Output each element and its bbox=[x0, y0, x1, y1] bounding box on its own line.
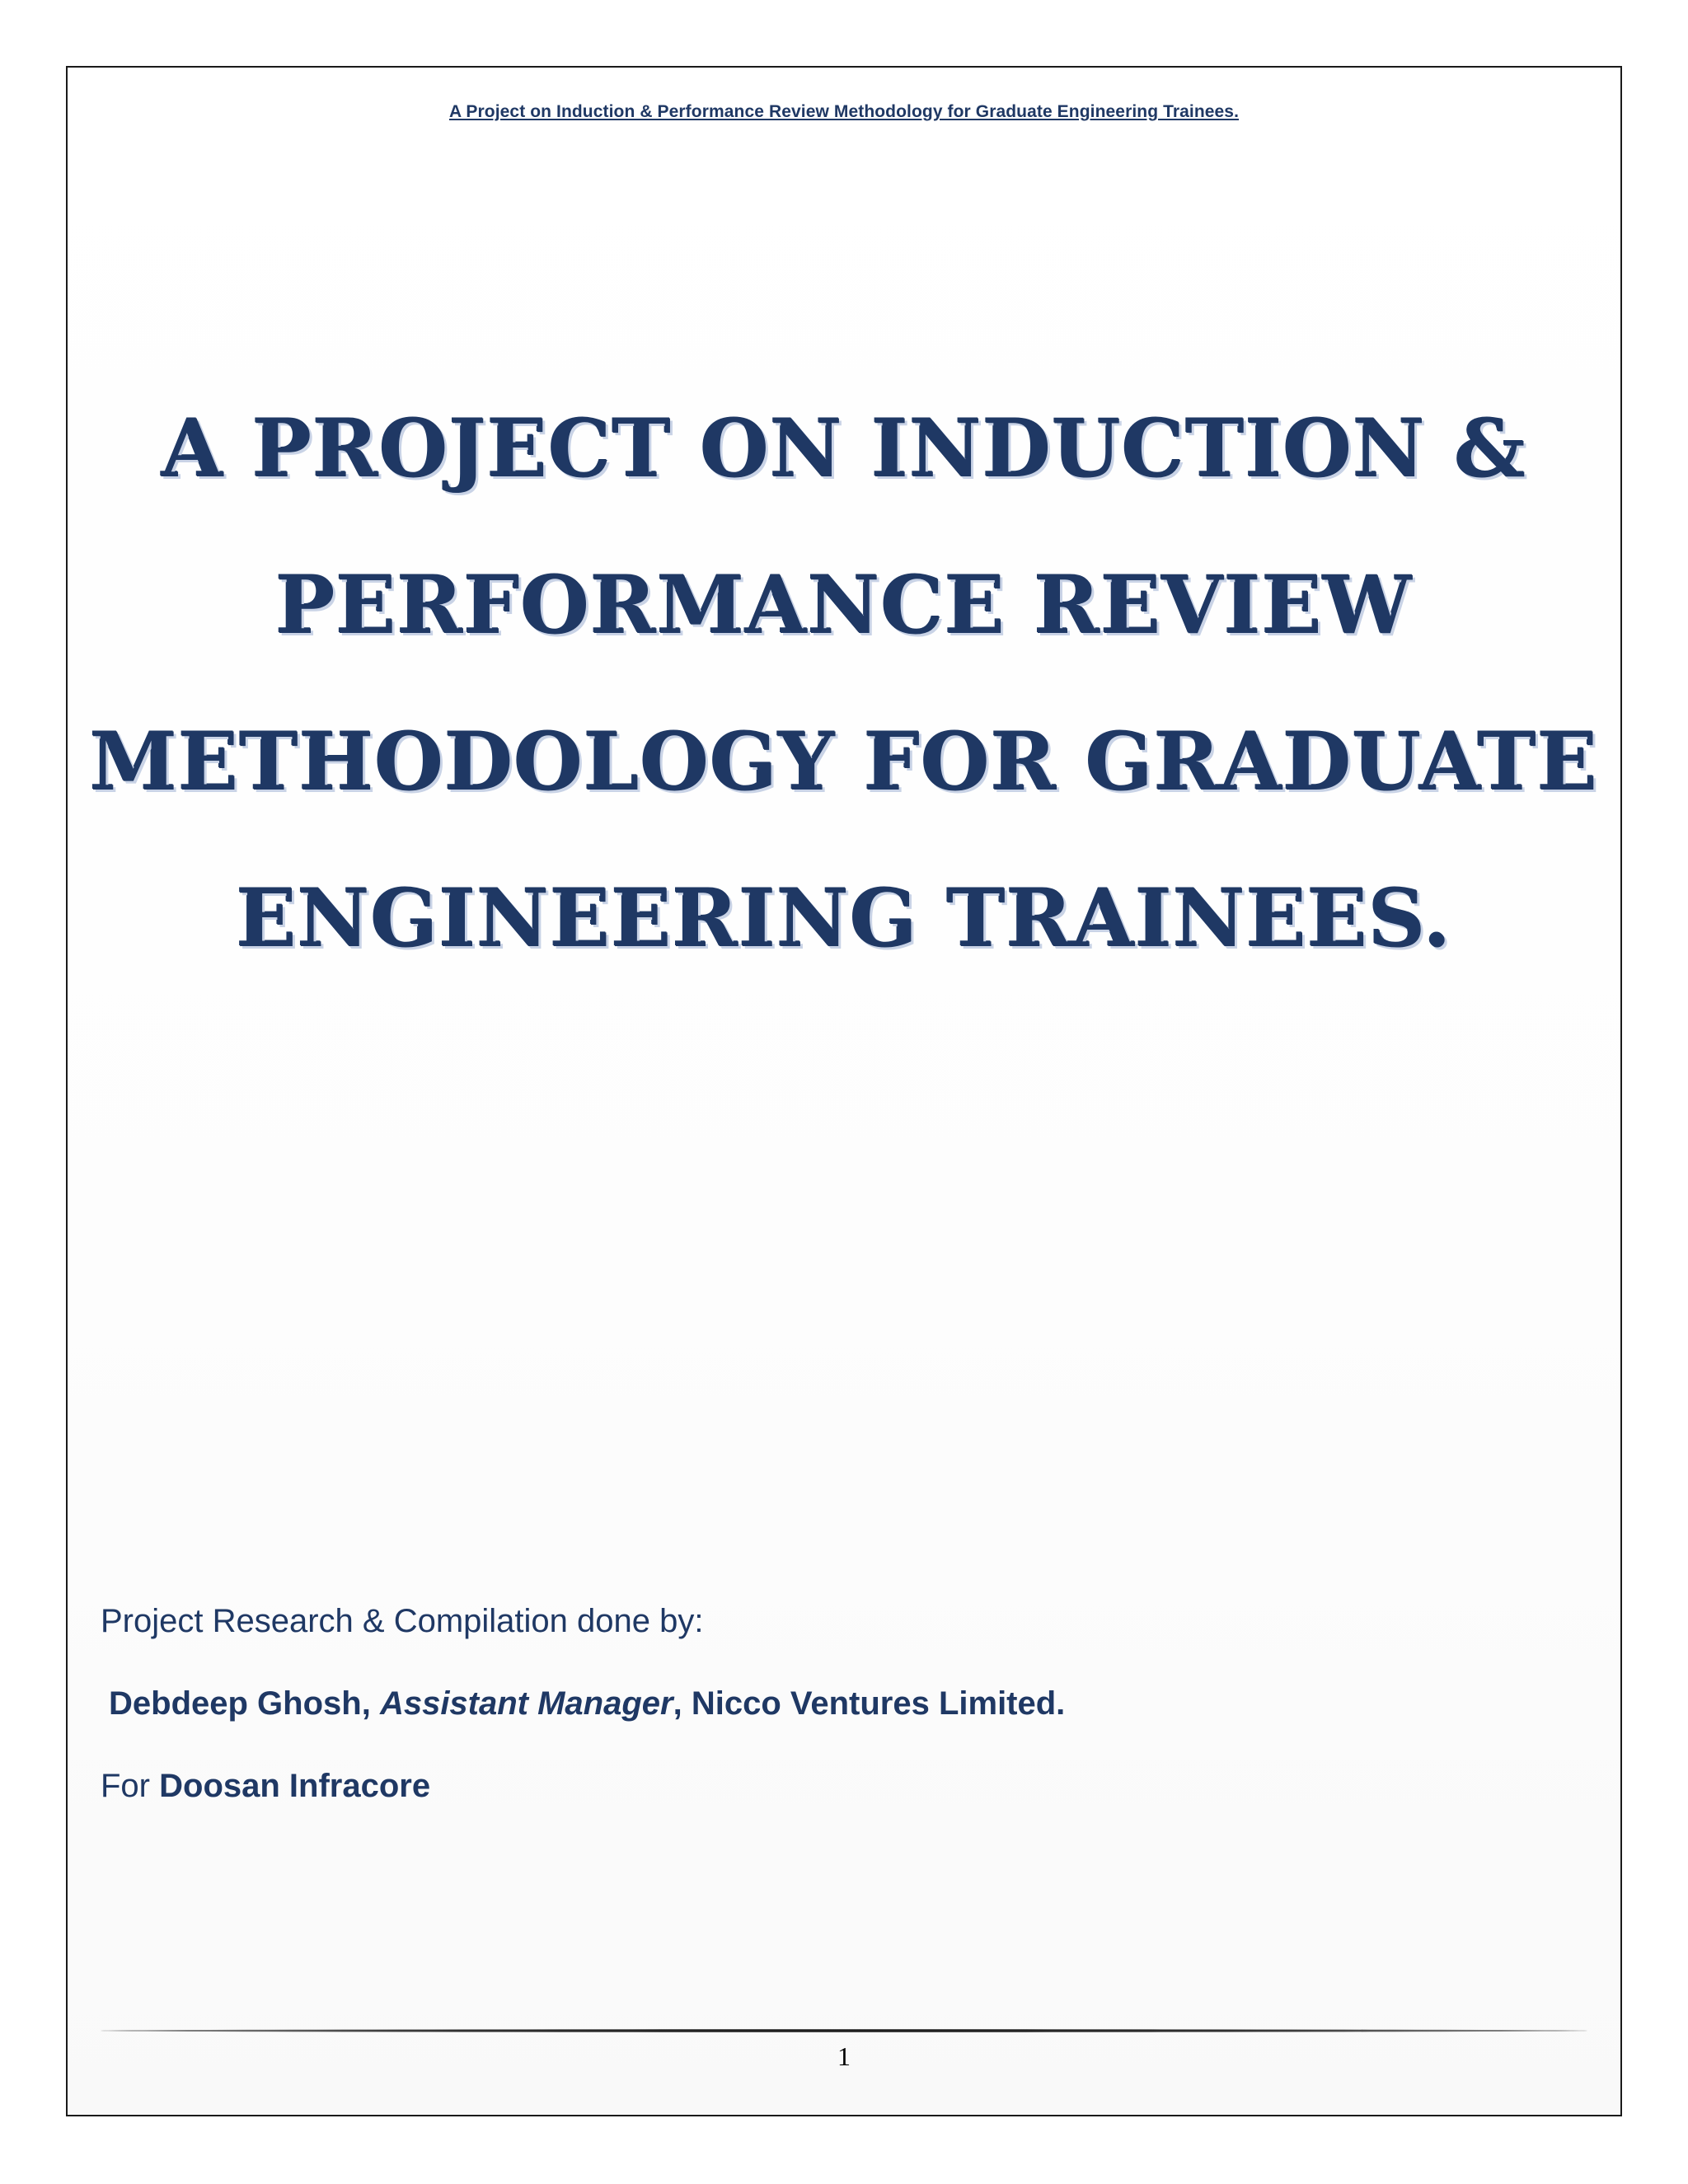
credits-block bbox=[101, 1580, 1065, 1827]
author-name: Debdeep Ghosh, bbox=[109, 1685, 371, 1722]
author-role: Assistant Manager bbox=[379, 1685, 673, 1722]
title-line: A PROJECT ON INDUCTION & bbox=[162, 402, 1526, 495]
title-line: METHODOLOGY FOR GRADUATE bbox=[89, 715, 1599, 808]
title-line: ENGINEERING TRAINEES. bbox=[236, 872, 1452, 965]
page-frame bbox=[66, 66, 1622, 2116]
author-line bbox=[101, 1662, 1065, 1745]
client-line bbox=[101, 1745, 1065, 1827]
document-title bbox=[68, 371, 1620, 997]
author-organization: , Nicco Ventures Limited. bbox=[673, 1685, 1066, 1722]
footer-divider bbox=[101, 2029, 1587, 2032]
client-prefix: For bbox=[101, 1768, 160, 1804]
title-line: PERFORMANCE REVIEW bbox=[275, 559, 1413, 652]
running-header: A Project on Induction & Performance Review Methodology for Graduate Engineering Trainees. bbox=[448, 102, 1240, 121]
client-name: Doosan Infracore bbox=[159, 1768, 431, 1804]
credits-intro: Project Research & Compilation done by: bbox=[101, 1603, 704, 1639]
page-number: 1 bbox=[837, 2041, 851, 2071]
